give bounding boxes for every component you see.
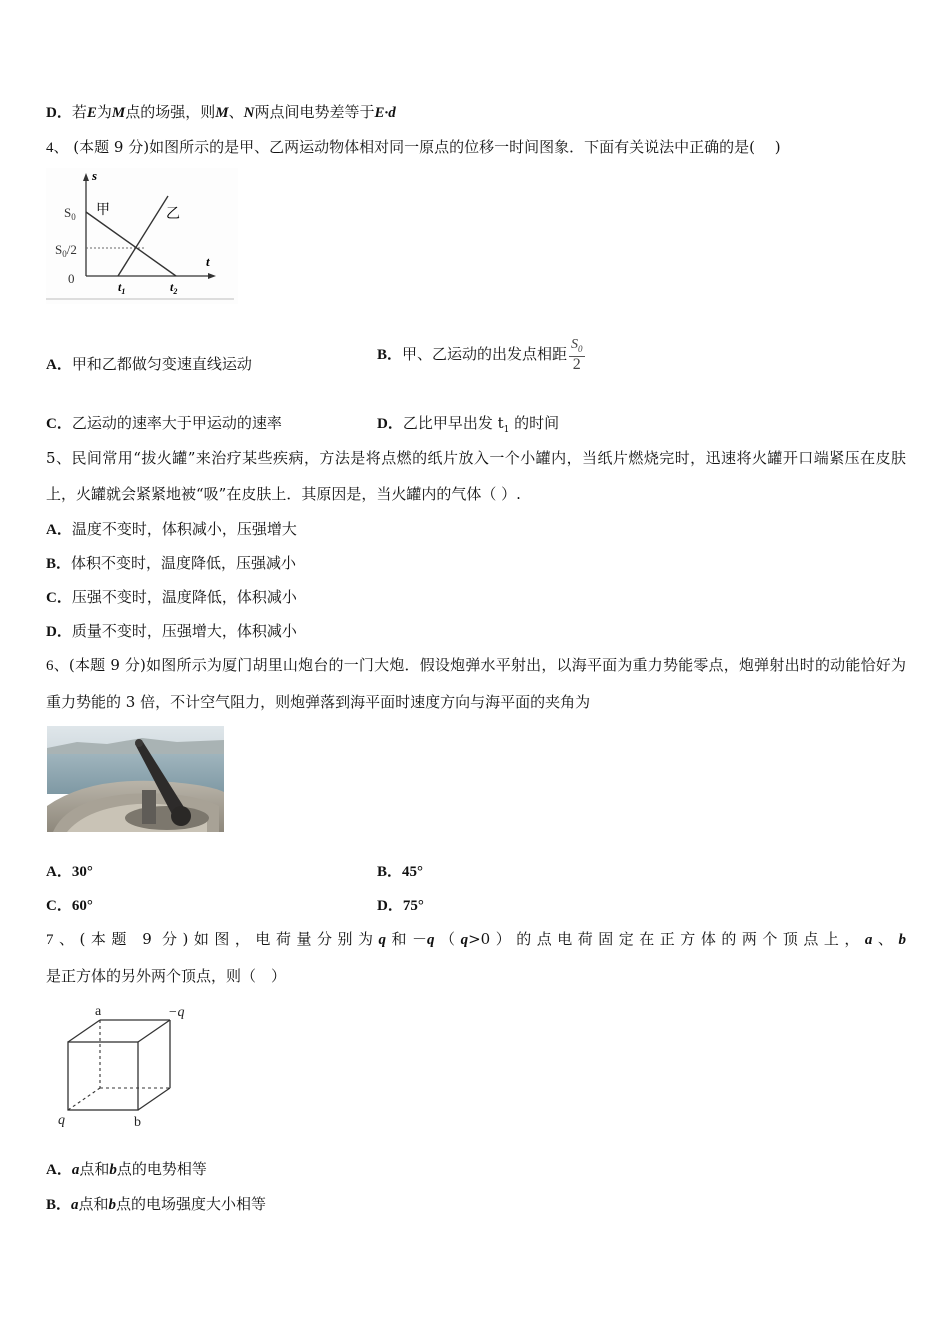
q4-displacement-time-graph [46, 168, 238, 304]
s0-half-label: $S_0/2$ [55, 242, 77, 259]
vertex-b-label: b [134, 1115, 141, 1130]
q4-option-c[interactable]: C．乙运动的速率大于甲运动的速率 [46, 414, 282, 432]
origin-label: 0 [68, 271, 75, 286]
s0-label: $S_0$ [64, 205, 76, 222]
cube-front-face [68, 1042, 138, 1110]
q6-option-c[interactable]: C．60° [46, 898, 93, 914]
q4-option-a[interactable]: A．甲和乙都做匀变速直线运动 [46, 355, 252, 373]
option-label: D． [46, 105, 72, 121]
q7-option-a[interactable]: A．a点和b点的电势相等 [46, 1160, 207, 1178]
q6-stem: 6、(本题 9 分)如图所示为厦门胡里山炮台的一门大炮．假设炮弹水平射出，以海平面为重力势能零点，炮弹射出时的动能恰好为重力势能的 3 倍，不计空气阻力，则炮弹落到海平面时速度方向与海平面的夹角为 [46, 656, 906, 711]
q5-option-d[interactable]: D．质量不变时，压强增大，体积减小 [46, 622, 297, 640]
q6-option-a[interactable]: A．30° [46, 864, 93, 880]
q6-option-d[interactable]: D．75° [377, 898, 424, 914]
vertex-a-label: a [95, 1004, 102, 1019]
q4-option-b[interactable]: B．甲、乙运动的出发点相距 $\frac{S_0}{2}$ [377, 336, 583, 374]
fraction-s0-over-2: $\frac{S_0}{2}$ [571, 336, 583, 374]
yi-label: 乙 [166, 207, 180, 222]
t1-label: $t_1$ [118, 280, 126, 296]
q4-stem: 4、 (本题 9 分)如图所示的是甲、乙两运动物体相对同一原点的位移一时间图象．下面有关说法中正确的是( ) [46, 138, 781, 156]
t2-label: $t_2$ [170, 280, 178, 296]
q6-option-b[interactable]: B．45° [377, 864, 424, 880]
vertex-q-label: q [58, 1113, 65, 1128]
cannon-photo [47, 726, 224, 832]
t-axis-label: t [206, 254, 210, 269]
vertex-minus-q-label: −q [168, 1005, 185, 1020]
q3-option-d: D．若E为M点的场强，则M、N两点间电势差等于E·d [46, 103, 396, 121]
jia-label: 甲 [96, 203, 110, 218]
q5-option-a[interactable]: A．温度不变时，体积减小，压强增大 [46, 520, 297, 538]
q7-stem: 7、(本题 9 分)如图，电荷量分别为q和－q（q>0）的点电荷固定在正方体的两个顶点上，a、b是正方体的另外两个顶点，则（ ） [46, 930, 906, 985]
q5-option-c[interactable]: C．压强不变时，温度降低，体积减小 [46, 588, 297, 606]
cube-diagram [52, 1000, 202, 1130]
q5-stem: 5、民间常用“拔火罐”来治疗某些疾病，方法是将点燃的纸片放入一个小罐内，当纸片燃烧完时，迅速将火罐开口端紧压在皮肤上，火罐就会紧紧地被“吸”在皮肤上．其原因是，当火罐内的气体（ ）. [46, 449, 906, 503]
q7-option-b[interactable]: B．a点和b点的电场强度大小相等 [46, 1195, 267, 1213]
q4-option-d[interactable]: D．乙比甲早出发 $t_1$ 的时间 [377, 414, 560, 435]
q5-option-b[interactable]: B．体积不变时，温度降低，压强减小 [46, 554, 297, 572]
s-axis-label: s [92, 168, 98, 183]
